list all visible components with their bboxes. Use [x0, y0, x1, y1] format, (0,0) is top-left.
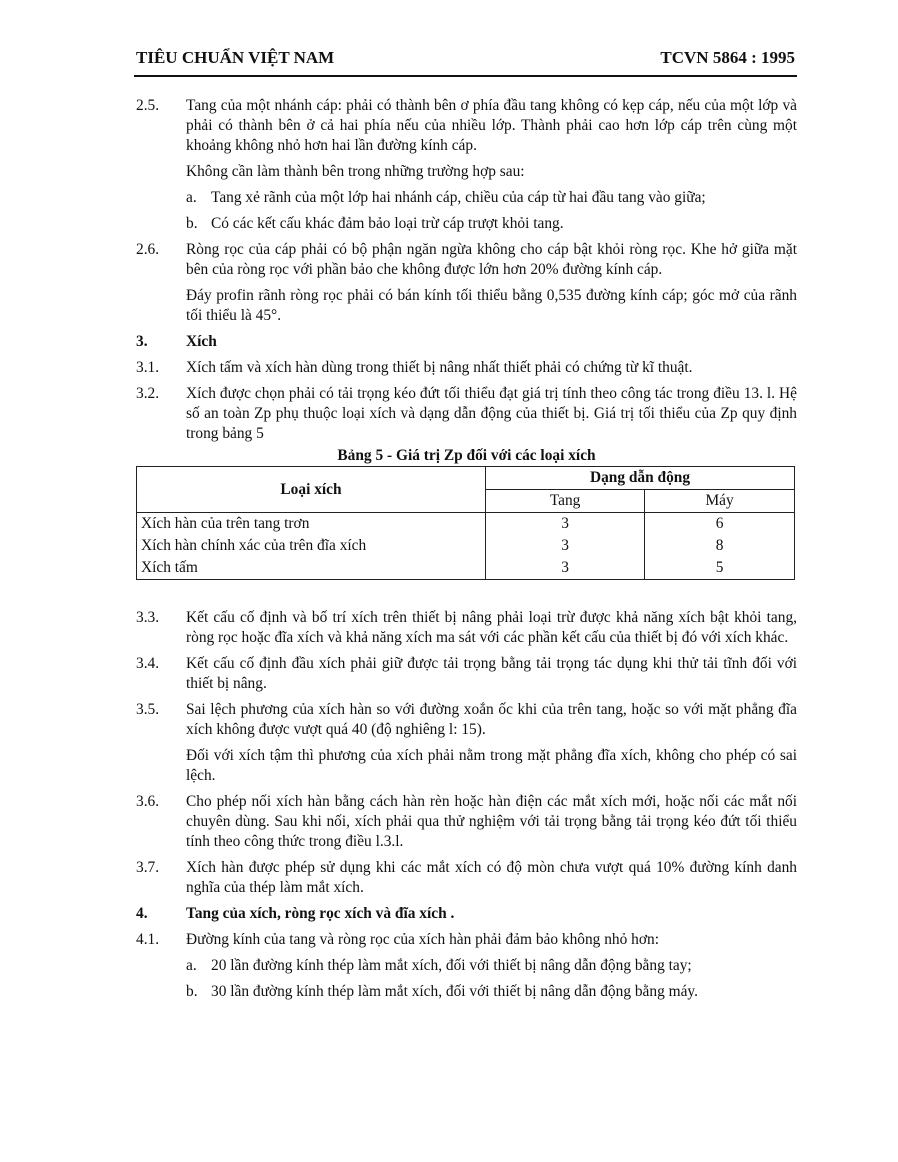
clause-2-5	[136, 96, 797, 156]
clause-3-4	[136, 654, 797, 694]
list-text: 20 lần đường kính thép làm mắt xích, đối với thiết bị nâng dẫn động bằng tay;	[211, 957, 692, 974]
clause-2-5-paragraph: Không cần làm thành bên trong những trường hợp sau:	[186, 163, 525, 180]
table-5-caption: Bảng 5 - Giá trị Zp đối với các loại xích	[337, 447, 596, 464]
clause-text: Cho phép nối xích hàn bằng cách hàn rèn hoặc hàn điện các mắt xích mới, hoặc nối các mắt nối chuyên dùng. Sau khi nối, xích phải qua thử nghiệm với tải trọng bằng tải trọng kéo đứt tối thiểu tính theo công thức trong điều l.3.l.	[186, 793, 797, 850]
table-row	[137, 535, 795, 557]
clause-number: 3.3.	[136, 609, 160, 626]
clause-3-5	[136, 700, 797, 740]
clause-number: 2.6.	[136, 241, 160, 258]
clause-number: 3.1.	[136, 359, 160, 376]
section-number: 3.	[136, 333, 148, 350]
clause-4-1-item-a	[136, 956, 797, 976]
header-standard-title: TIÊU CHUẨN VIỆT NAM	[136, 48, 335, 67]
clause-text: Tang của một nhánh cáp: phải có thành bên ơ phía đầu tang không có kẹp cáp, nếu của một lớp và phải có thành bên ở cả hai phía nếu của nhiều lớp. Thành phải cao hơn lớp cáp trên cùng một khoảng không nhỏ hơn hai lần đường kính cáp.	[186, 97, 797, 154]
list-label: b.	[186, 215, 198, 232]
table-5	[136, 466, 795, 580]
table-cell-drum: 3	[486, 535, 645, 557]
section-3-heading	[136, 332, 797, 352]
table-header-chain-type: Loại xích	[137, 467, 486, 513]
table-header-drive-type: Dạng dẫn động	[486, 467, 795, 490]
clause-3-1	[136, 358, 797, 378]
clause-text: Xích được chọn phải có tải trọng kéo đứt tối thiểu đạt giá trị tính theo công tác trong điều 13. l. Hệ số an toàn Zp phụ thuộc loại xích và dạng dẫn động của thiết bị. Giá trị tối thiểu của Zp quy định trong bảng 5	[186, 385, 797, 442]
clause-2-6-paragraph: Đáy profin rãnh ròng rọc phải có bán kính tối thiểu bằng 0,535 đường kính cáp; góc mở của rãnh tối thiểu là 45°.	[186, 287, 797, 324]
clause-text: Xích hàn được phép sử dụng khi các mắt xích có độ mòn chưa vượt quá 10% đường kính danh nghĩa của thép làm mắt xích.	[186, 859, 797, 896]
clause-number: 3.7.	[136, 859, 160, 876]
table-row	[137, 557, 795, 580]
table-cell-machine: 6	[645, 513, 795, 536]
clause-number: 3.2.	[136, 385, 160, 402]
table-header-machine: Máy	[645, 490, 795, 513]
list-label: a.	[186, 957, 197, 974]
document-body	[136, 96, 797, 1008]
clause-text: Đường kính của tang và ròng rọc của xích hàn phải đảm bảo không nhỏ hơn:	[186, 931, 659, 948]
clause-number: 2.5.	[136, 97, 160, 114]
list-label: b.	[186, 983, 198, 1000]
clause-number: 4.1.	[136, 931, 160, 948]
table-cell-machine: 5	[645, 557, 795, 580]
clause-2-6	[136, 240, 797, 280]
clause-number: 3.5.	[136, 701, 160, 718]
clause-text: Kết cấu cố định và bố trí xích trên thiết bị nâng phải loại trừ được khả năng xích bật khỏi tang, ròng rọc hoặc đĩa xích và khả năng xích ma sát với các phần kết cấu của thiết bị đó với xích khác.	[186, 609, 797, 646]
clause-3-3	[136, 608, 797, 648]
table-cell-drum: 3	[486, 513, 645, 536]
clause-4-1	[136, 930, 797, 950]
table-cell-chain-type: Xích hàn chính xác của trên đĩa xích	[137, 535, 486, 557]
clause-text: Kết cấu cố định đầu xích phải giữ được tải trọng bằng tải trọng tác dụng khi thử tải tĩnh đối với thiết bị nâng.	[186, 655, 797, 692]
list-label: a.	[186, 189, 197, 206]
clause-3-5-paragraph: Đối với xích tậm thì phương của xích phải nằm trong mặt phẳng đĩa xích, không cho phép có sai lệch.	[186, 747, 797, 784]
list-text: Có các kết cấu khác đảm bảo loại trừ cáp trượt khỏi tang.	[211, 215, 564, 232]
clause-number: 3.4.	[136, 655, 160, 672]
clause-2-5-item-b	[136, 214, 797, 234]
clause-4-1-item-b	[136, 982, 797, 1002]
list-text: 30 lần đường kính thép làm mắt xích, đối với thiết bị nâng dẫn động bằng máy.	[211, 983, 698, 1000]
table-row	[137, 513, 795, 536]
header-rule	[134, 75, 797, 77]
table-spacer	[136, 580, 797, 608]
page-header	[136, 46, 795, 74]
header-standard-number: TCVN 5864 : 1995	[660, 48, 795, 67]
section-number: 4.	[136, 905, 148, 922]
clause-3-7	[136, 858, 797, 898]
section-title: Xích	[186, 333, 217, 350]
section-4-heading	[136, 904, 797, 924]
clause-text: Ròng rọc của cáp phải có bộ phận ngăn ngừa không cho cáp bật khỏi ròng rọc. Khe hở giữa mặt bên của ròng rọc với phần bảo che không được lớn hơn 20% đường kính cáp.	[186, 241, 797, 278]
clause-3-2	[136, 384, 797, 444]
table-cell-machine: 8	[645, 535, 795, 557]
clause-2-5-item-a	[136, 188, 797, 208]
table-cell-drum: 3	[486, 557, 645, 580]
clause-number: 3.6.	[136, 793, 160, 810]
clause-3-6	[136, 792, 797, 852]
table-header-drum: Tang	[486, 490, 645, 513]
list-text: Tang xẻ rãnh của một lớp hai nhánh cáp, chiều của cáp từ hai đầu tang vào giữa;	[211, 189, 706, 206]
clause-text: Sai lệch phương của xích hàn so với đường xoắn ốc khi của trên tang, hoặc so với mặt phẳng đĩa xích không được vượt quá 40 (độ nghiêng l: 15).	[186, 701, 797, 738]
section-title: Tang của xích, ròng rọc xích và đĩa xích .	[186, 905, 455, 922]
clause-text: Xích tấm và xích hàn dùng trong thiết bị nâng nhất thiết phải có chứng từ kĩ thuật.	[186, 359, 693, 376]
table-cell-chain-type: Xích hàn của trên tang trơn	[137, 513, 486, 536]
table-cell-chain-type: Xích tấm	[137, 557, 486, 580]
